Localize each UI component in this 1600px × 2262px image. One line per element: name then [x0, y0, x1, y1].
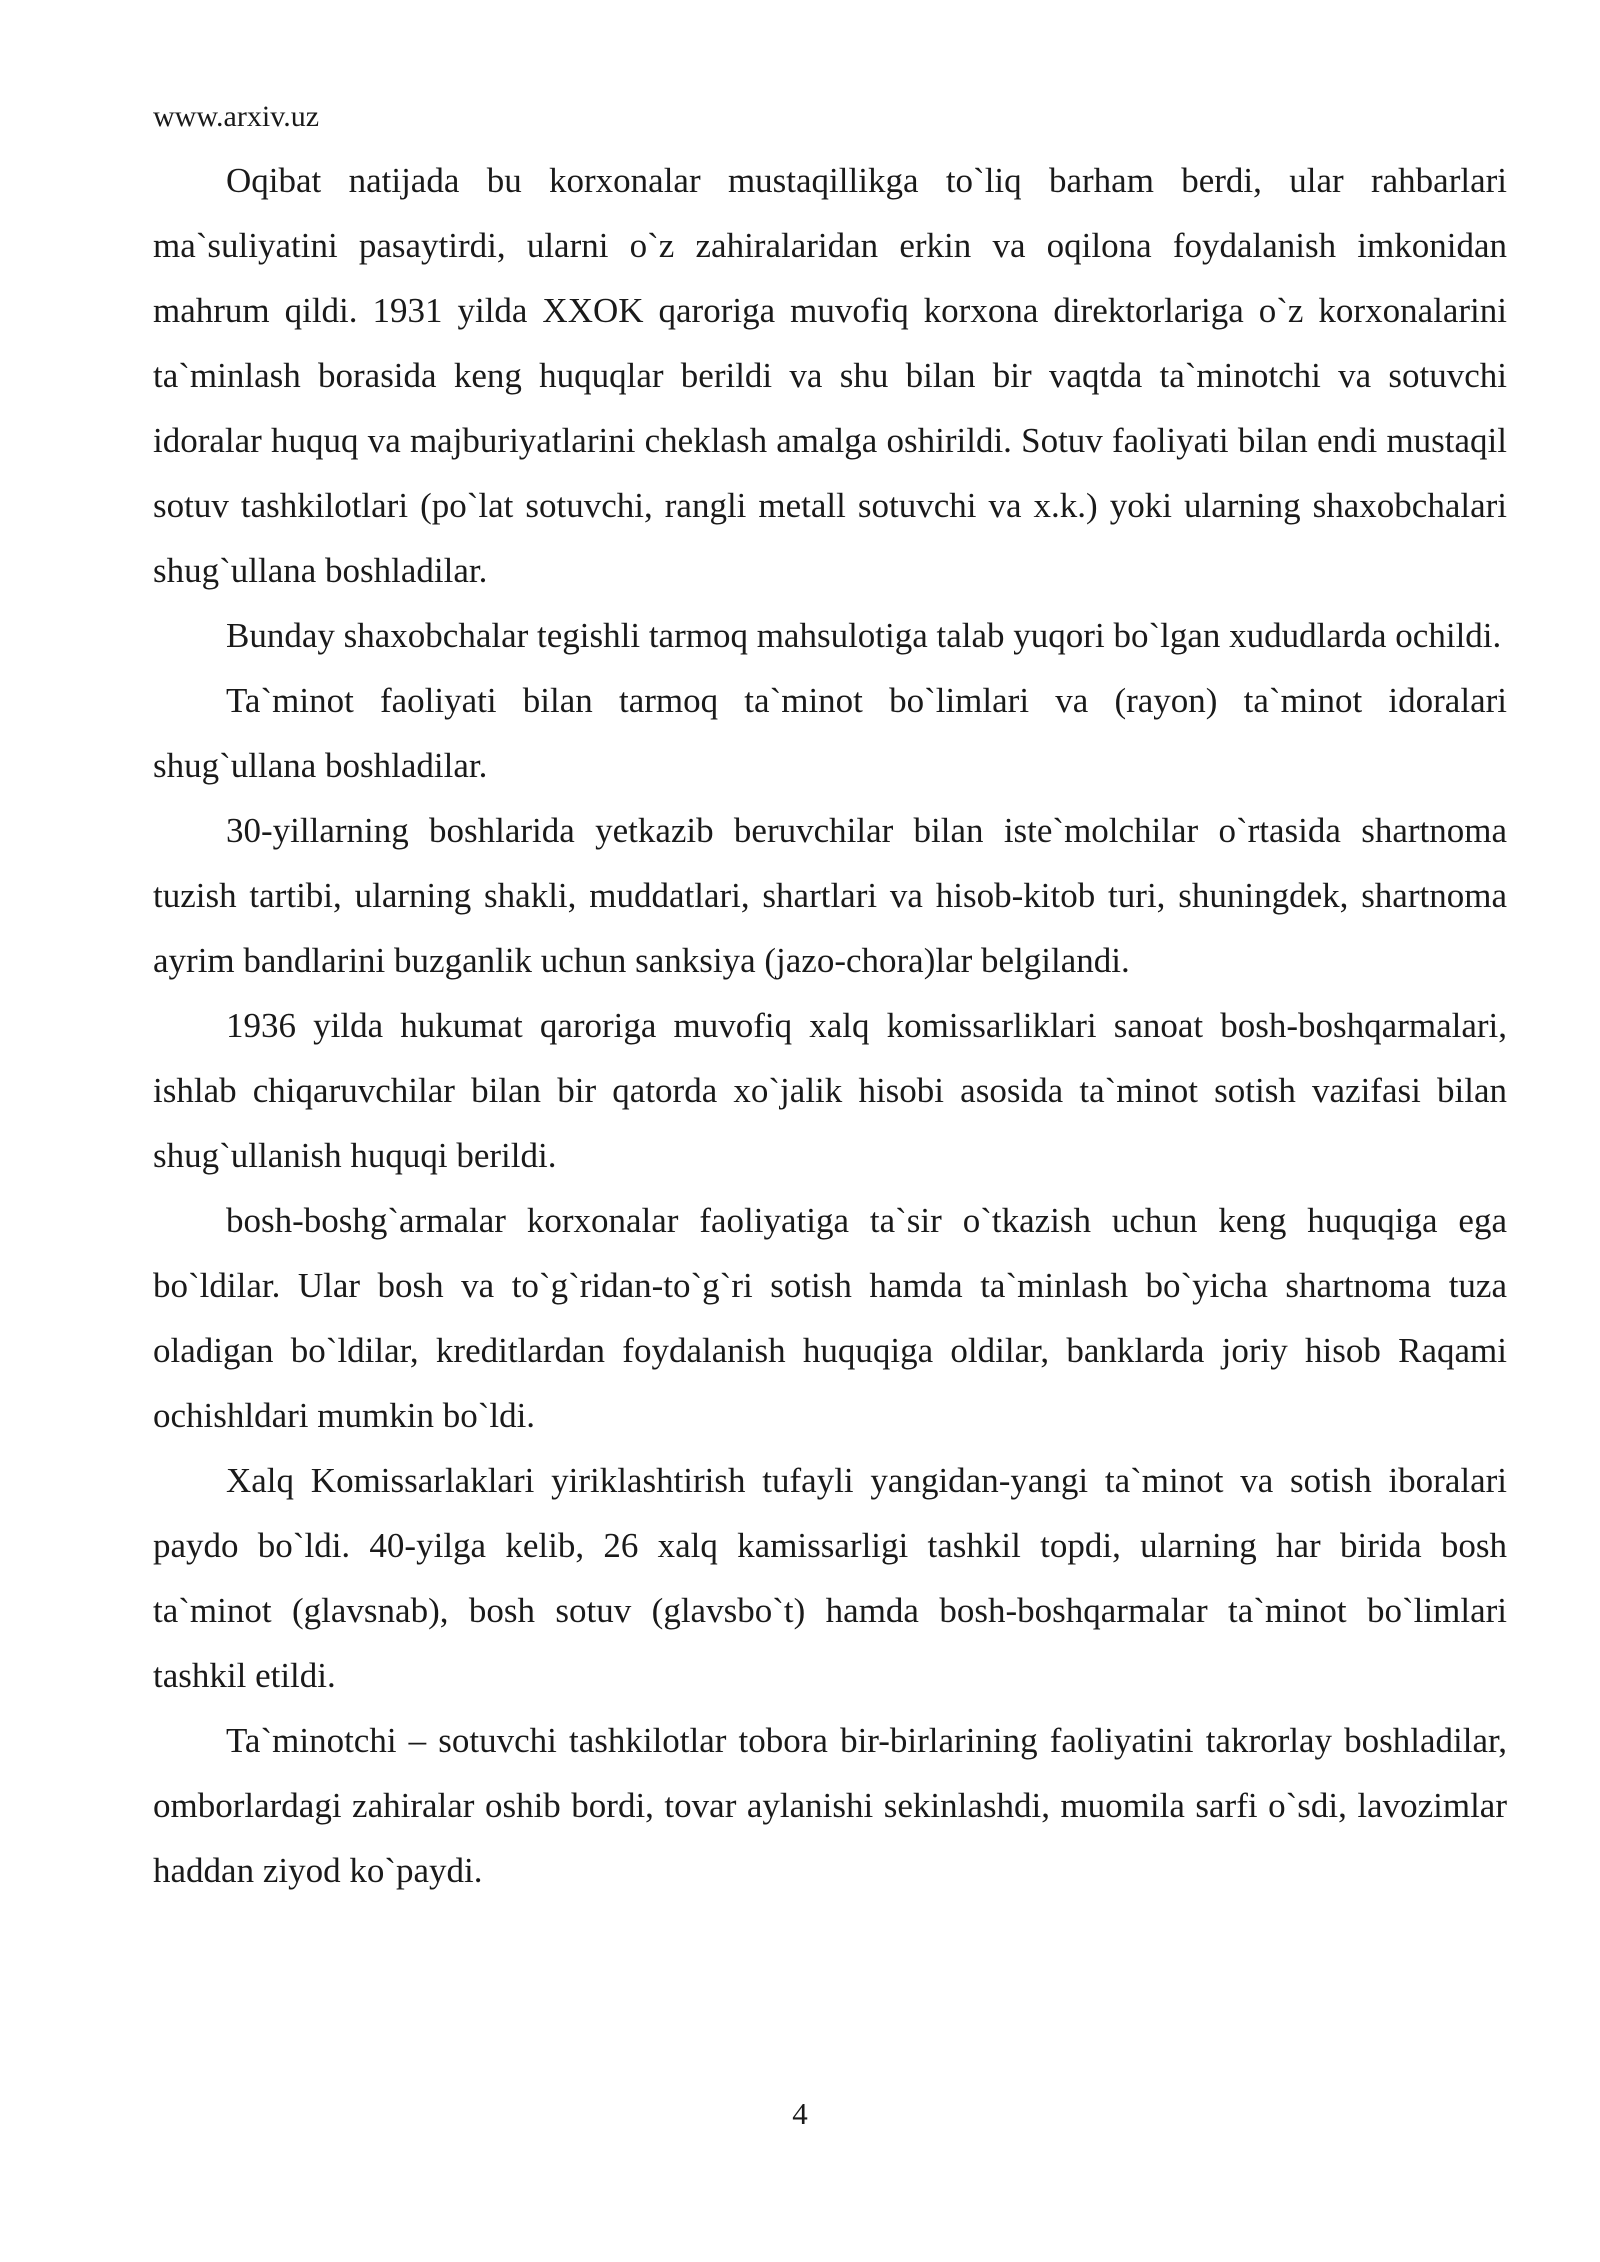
header-site-url: www.arxiv.uz [153, 100, 320, 133]
paragraph: Ta`minotchi – sotuvchi tashkilotlar tobora bir-birlarining faoliyatini takrorlay boshladilar, omborlardagi zahiralar oshib bordi, tovar aylanishi sekinlashdi, muomila sarfi o`sdi, lavozimlar haddan ziyod ko`paydi. [153, 1721, 1507, 1890]
paragraph: bosh-boshg`armalar korxonalar faoliyatiga ta`sir o`tkazish uchun keng huquqiga ega bo`ldilar. Ular bosh va to`g`ridan-to`g`ri sotish hamda ta`minlash bo`yicha shartnoma tuza oladigan bo`ldilar, kreditlardan foydalanish huquqiga oldilar, banklarda joriy hisob Raqami ochishldari mumkin bo`ldi. [153, 1201, 1507, 1435]
paragraph: Ta`minot faoliyati bilan tarmoq ta`minot bo`limlari va (rayon) ta`minot idoralari shug`ullana boshladilar. [153, 681, 1507, 785]
paragraph: Oqibat natijada bu korxonalar mustaqillikga to`liq barham berdi, ular rahbarlari ma`suliyatini pasaytirdi, ularni o`z zahiralaridan erkin va oqilona foydalanish imkonidan mahrum qildi. 1931 yilda XXOK qaroriga muvofiq korxona direktorlariga o`z korxonalarini ta`minlash borasida keng huquqlar berildi va shu bilan bir vaqtda ta`minotchi va sotuvchi idoralar huquq va majburiyatlarini cheklash amalga oshirildi. Sotuv faoliyati bilan endi mustaqil sotuv tashkilotlari (po`lat sotuvchi, rangli metall sotuvchi va x.k.) yoki ularning shaxobchalari shug`ullana boshladilar. [153, 161, 1507, 590]
paragraph: Bunday shaxobchalar tegishli tarmoq mahsulotiga talab yuqori bo`lgan xududlarda ochildi. [226, 616, 1502, 655]
paragraph: 30-yillarning boshlarida yetkazib beruvchilar bilan iste`molchilar o`rtasida shartnoma tuzish tartibi, ularning shakli, muddatlari, shartlari va hisob-kitob turi, shuningdek, shartnoma ayrim bandlarini buzganlik uchun sanksiya (jazo-chora)lar belgilandi. [153, 811, 1507, 980]
page-number: 4 [792, 2096, 808, 2131]
paragraph: Xalq Komissarlaklari yiriklashtirish tufayli yangidan-yangi ta`minot va sotish iboralari paydo bo`ldi. 40-yilga kelib, 26 xalq kamissarligi tashkil topdi, ularning har birida bosh ta`minot (glavsnab), bosh sotuv (glavsbo`t) hamda bosh-boshqarmalar ta`minot bo`limlari tashkil etildi. [153, 1461, 1507, 1695]
paragraph: 1936 yilda hukumat qaroriga muvofiq xalq komissarliklari sanoat bosh-boshqarmalari, ishlab chiqaruvchilar bilan bir qatorda xo`jalik hisobi asosida ta`minot sotish vazifasi bilan shug`ullanish huquqi berildi. [153, 1006, 1507, 1175]
document-body [153, 148, 1507, 1903]
